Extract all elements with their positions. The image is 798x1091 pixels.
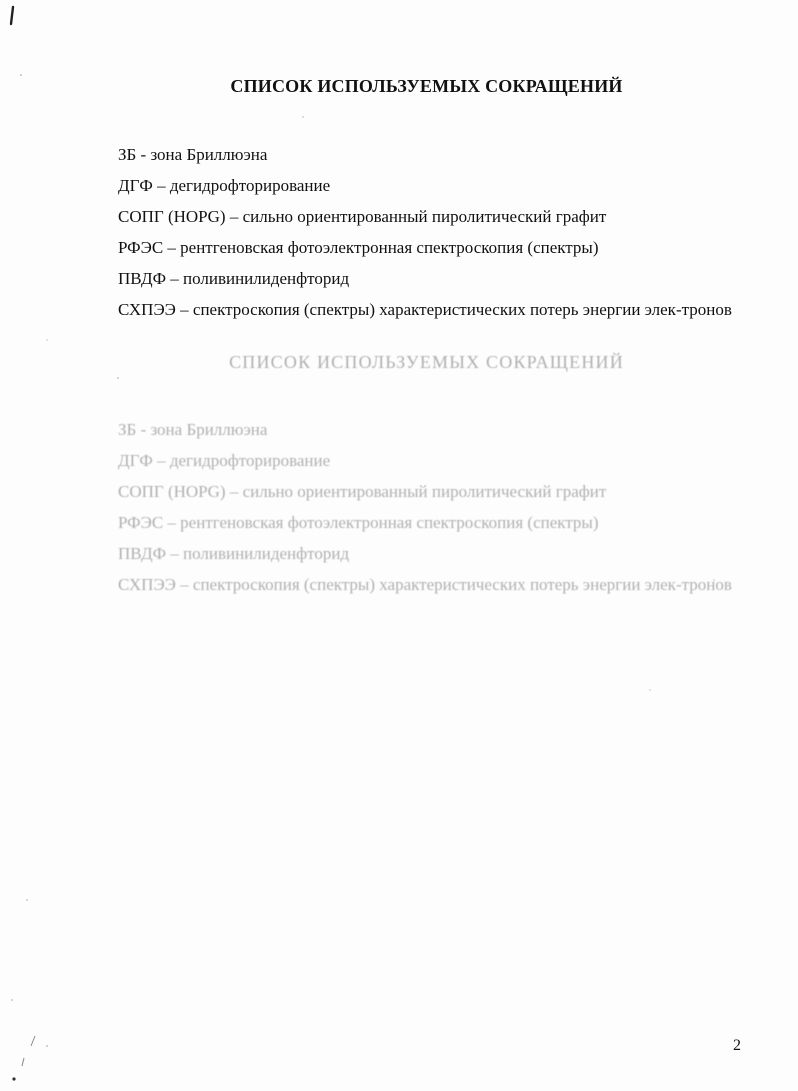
ghost-list-item: СХПЭЭ – спектроскопия (спектры) характеристических потерь энергии элек-тронов (118, 575, 732, 594)
ghost-abbreviation-list (118, 414, 758, 600)
list-item: ЗБ - зона Бриллюэна (118, 145, 268, 164)
ghost-list-item: ДГФ – дегидрофторирование (118, 451, 331, 470)
list-item: ПВДФ – поливинилиденфторид (118, 269, 350, 288)
ghost-list-item: СОПГ (HOPG) – сильно ориентированный пиролитический графит (118, 482, 607, 501)
list-item: ДГФ – дегидрофторирование (118, 176, 331, 195)
list-item: РФЭС – рентгеновская фотоэлектронная спектроскопия (спектры) (118, 238, 599, 257)
abbreviation-list (118, 139, 758, 325)
ghost-list-item: РФЭС – рентгеновская фотоэлектронная спектроскопия (спектры) (118, 513, 599, 532)
list-item: СОПГ (HOPG) – сильно ориентированный пиролитический графит (118, 207, 607, 226)
page-title: СПИСОК ИСПОЛЬЗУЕМЫХ СОКРАЩЕНИЙ (230, 76, 623, 96)
page-number: 2 (733, 1037, 741, 1054)
ghost-title: СПИСОК ИСПОЛЬЗУЕМЫХ СОКРАЩЕНИЙ (229, 352, 624, 372)
ghost-list-item: ЗБ - зона Бриллюэна (118, 420, 268, 439)
list-item: СХПЭЭ – спектроскопия (спектры) характеристических потерь энергии элек-тронов (118, 300, 732, 319)
ghost-list-item: ПВДФ – поливинилиденфторид (118, 544, 350, 563)
